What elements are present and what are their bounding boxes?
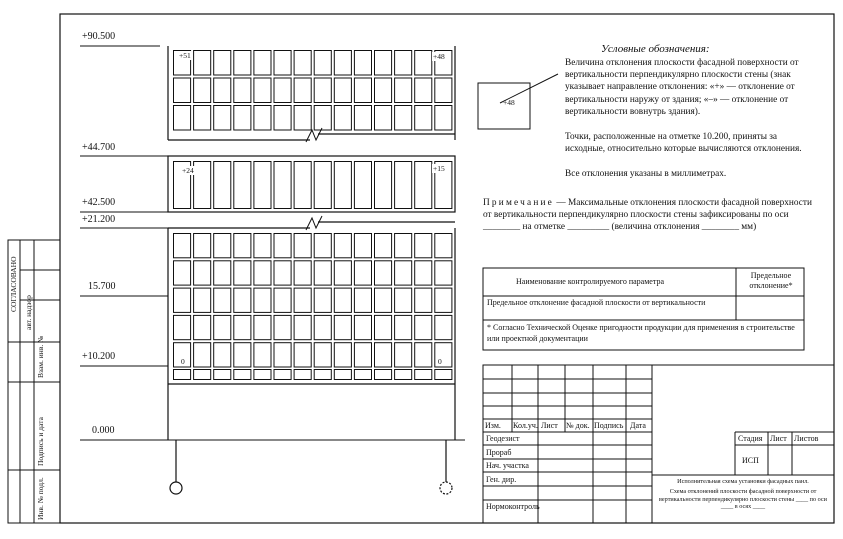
window-panel [214, 261, 231, 285]
window-panel [194, 315, 211, 339]
window-panel [375, 315, 392, 339]
window-panel [395, 106, 412, 131]
param-footnote: * Согласно Технической Оценке пригодности продукции для применения в строительстве или проектной документации [487, 323, 795, 343]
window-panel [415, 162, 432, 209]
title-block-col-header: Подпись [594, 421, 624, 430]
doc-subtitle: Схема отклонений плоскости фасадной поверхности от вертикальности перпендикулярно плоскости стены ____ по оси ____ в осях ____ [659, 488, 827, 511]
window-panel [354, 51, 371, 76]
window-panel [334, 106, 351, 131]
window-panel [214, 343, 231, 367]
window-panel [174, 288, 191, 312]
window-panel [294, 288, 311, 312]
window-panel [375, 78, 392, 103]
window-panel [194, 288, 211, 312]
title-block-role: Ген. дир. [486, 475, 517, 484]
legend-sample-value: +48 [503, 98, 515, 107]
window-panel [334, 234, 351, 258]
level-label-44700: +44.700 [82, 142, 116, 153]
window-panel [395, 162, 412, 209]
window-panel [354, 162, 371, 209]
window-panel [274, 234, 291, 258]
window-panel [254, 261, 271, 285]
window-panel [274, 370, 291, 380]
window-panel [375, 106, 392, 131]
title-block-col-header: Изм. [485, 421, 501, 430]
window-panel [274, 162, 291, 209]
sheet-header: Лист [770, 434, 787, 443]
title-block-col-header: Кол.уч. [513, 421, 538, 430]
window-panel [395, 370, 412, 380]
window-panel [375, 370, 392, 380]
legend-paragraph-3: Все отклонения указаны в миллиметрах. [565, 169, 727, 179]
window-panel [435, 261, 452, 285]
window-panel [354, 261, 371, 285]
window-panel [214, 106, 231, 131]
window-panel [395, 78, 412, 103]
window-panel [294, 106, 311, 131]
window-panel [234, 370, 251, 380]
level-label-15700: 15.700 [88, 281, 116, 292]
strip-agreed: СОГЛАСОВАНО [9, 256, 18, 312]
window-panel [194, 106, 211, 131]
window-panel [214, 288, 231, 312]
window-panel [375, 51, 392, 76]
stage-header: Стадия [738, 434, 763, 443]
deviation-top-left: +51 [179, 51, 191, 60]
window-panel [375, 288, 392, 312]
window-panel [234, 288, 251, 312]
window-panel [254, 51, 271, 76]
window-panel [254, 370, 271, 380]
window-panel [274, 106, 291, 131]
note-text: — Максимальные отклонения плоскости фасадной поверхности от вертикальности перпендикулярно плоскости стены зафиксированы по оси ________ на отметке _________ (величина отклонения ________ мм) [483, 198, 812, 233]
window-panel [354, 343, 371, 367]
window-panel [395, 261, 412, 285]
title-block-role: Геодезист [486, 434, 520, 443]
title-block-role: Прораб [486, 448, 512, 457]
window-panel [274, 315, 291, 339]
window-panel [435, 106, 452, 131]
window-panel [334, 51, 351, 76]
legend-paragraph-1: Величина отклонения плоскости фасадной поверхности от вертикальности перпендикулярно плоскости стены (знак указывает направление отклонения: «+» — отклонение от вертикальности наружу от здания; «–» — отклонение от вертикальности вовнутрь здания). [565, 58, 799, 117]
window-panel [254, 343, 271, 367]
window-panel [174, 106, 191, 131]
window-panel [254, 106, 271, 131]
strip-tech-supervision: авт. надзор [24, 295, 33, 330]
window-panel [375, 261, 392, 285]
window-panel [294, 370, 311, 380]
window-panel [214, 162, 231, 209]
window-panel [234, 51, 251, 76]
window-panel [354, 106, 371, 131]
window-panel [375, 234, 392, 258]
window-panel [274, 51, 291, 76]
level-label-42500: +42.500 [82, 197, 116, 208]
window-panel [314, 51, 331, 76]
window-panel [314, 162, 331, 209]
window-panel [314, 234, 331, 258]
window-panel [254, 315, 271, 339]
window-panel [395, 288, 412, 312]
window-panel [354, 288, 371, 312]
window-grid-middle [174, 162, 452, 209]
window-panel [234, 78, 251, 103]
window-panel [294, 78, 311, 103]
window-panel [435, 78, 452, 103]
window-panel [415, 343, 432, 367]
window-panel [314, 78, 331, 103]
title-block-col-header: Дата [630, 421, 646, 430]
window-panel [334, 162, 351, 209]
window-panel [234, 106, 251, 131]
window-panel [214, 78, 231, 103]
deviation-top-right: +48 [433, 52, 445, 61]
note-heading: Примечание [483, 198, 554, 208]
window-panel [334, 370, 351, 380]
window-panel [334, 261, 351, 285]
doc-title: Исполнительная схема установки фасадных панл. [677, 478, 809, 485]
window-panel [354, 315, 371, 339]
deviation-base-right: 0 [438, 357, 442, 366]
window-panel [415, 106, 432, 131]
window-panel [214, 315, 231, 339]
window-panel [294, 315, 311, 339]
window-grid-top [174, 51, 452, 131]
strip-sign-date: Подпись и дата [36, 417, 45, 466]
window-panel [194, 370, 211, 380]
window-panel [214, 51, 231, 76]
level-label-0000: 0.000 [92, 425, 115, 436]
title-block-role: Нормоконтроль [486, 502, 540, 511]
window-panel [174, 234, 191, 258]
window-panel [314, 315, 331, 339]
window-panel [234, 343, 251, 367]
window-panel [334, 78, 351, 103]
window-panel [194, 78, 211, 103]
window-panel [274, 343, 291, 367]
window-panel [194, 51, 211, 76]
window-panel [435, 370, 452, 380]
window-panel [234, 162, 251, 209]
title-block-role: Нач. участка [486, 461, 529, 470]
window-panel [415, 288, 432, 312]
window-panel [234, 261, 251, 285]
window-panel [415, 234, 432, 258]
window-panel [415, 370, 432, 380]
window-panel [395, 315, 412, 339]
window-panel [415, 78, 432, 103]
window-panel [274, 288, 291, 312]
window-panel [334, 343, 351, 367]
window-panel [395, 343, 412, 367]
window-panel [294, 234, 311, 258]
level-label-90500: +90.500 [82, 31, 116, 42]
window-panel [174, 78, 191, 103]
param-header-name: Наименование контролируемого параметра [516, 277, 664, 286]
window-panel [214, 234, 231, 258]
window-grid-lower [174, 234, 452, 380]
window-panel [254, 78, 271, 103]
window-panel [274, 78, 291, 103]
window-panel [294, 261, 311, 285]
window-panel [234, 234, 251, 258]
deviation-mid-left: +24 [182, 166, 194, 175]
title-block-col-header: Лист [541, 421, 558, 430]
window-panel [354, 370, 371, 380]
window-panel [214, 370, 231, 380]
window-panel [314, 106, 331, 131]
window-panel [174, 261, 191, 285]
window-panel [194, 234, 211, 258]
strip-replaces-inv: Взам. инв. № [36, 335, 45, 378]
window-panel [174, 315, 191, 339]
window-panel [254, 162, 271, 209]
window-panel [194, 261, 211, 285]
strip-inv-original: Инв. № подл. [36, 477, 45, 520]
window-panel [415, 315, 432, 339]
window-panel [415, 51, 432, 76]
window-panel [234, 315, 251, 339]
window-panel [375, 343, 392, 367]
window-panel [274, 261, 291, 285]
deviation-mid-right: +15 [433, 164, 445, 173]
title-block-col-header: № док. [566, 421, 590, 430]
window-panel [294, 162, 311, 209]
deviation-base-left: 0 [181, 357, 185, 366]
window-panel [314, 343, 331, 367]
level-label-21200: +21.200 [82, 214, 116, 225]
window-panel [395, 51, 412, 76]
legend-title: Условные обозначения: [601, 43, 710, 55]
legend-paragraph-2: Точки, расположенные на отметке 10.200, приняты за исходные, относительно которые вычисляются отклонения. [565, 132, 802, 155]
stage-value: ИСП [742, 456, 759, 465]
window-panel [254, 288, 271, 312]
param-header-limit: Предельное отклонение* [749, 271, 793, 290]
note-paragraph [483, 197, 813, 234]
window-panel [314, 370, 331, 380]
window-panel [294, 343, 311, 367]
sheets-header: Листов [794, 434, 819, 443]
window-panel [415, 261, 432, 285]
window-panel [294, 51, 311, 76]
window-panel [254, 234, 271, 258]
window-panel [174, 370, 191, 380]
window-panel [334, 315, 351, 339]
window-panel [375, 162, 392, 209]
window-panel [314, 261, 331, 285]
window-panel [314, 288, 331, 312]
window-panel [435, 315, 452, 339]
window-panel [435, 288, 452, 312]
level-label-10200: +10.200 [82, 351, 116, 362]
window-panel [354, 78, 371, 103]
window-panel [194, 343, 211, 367]
window-panel [334, 288, 351, 312]
window-panel [435, 234, 452, 258]
param-row-name: Предельное отклонение фасадной плоскости от вертикальности [487, 298, 706, 307]
window-panel [395, 234, 412, 258]
window-panel [194, 162, 211, 209]
window-panel [354, 234, 371, 258]
